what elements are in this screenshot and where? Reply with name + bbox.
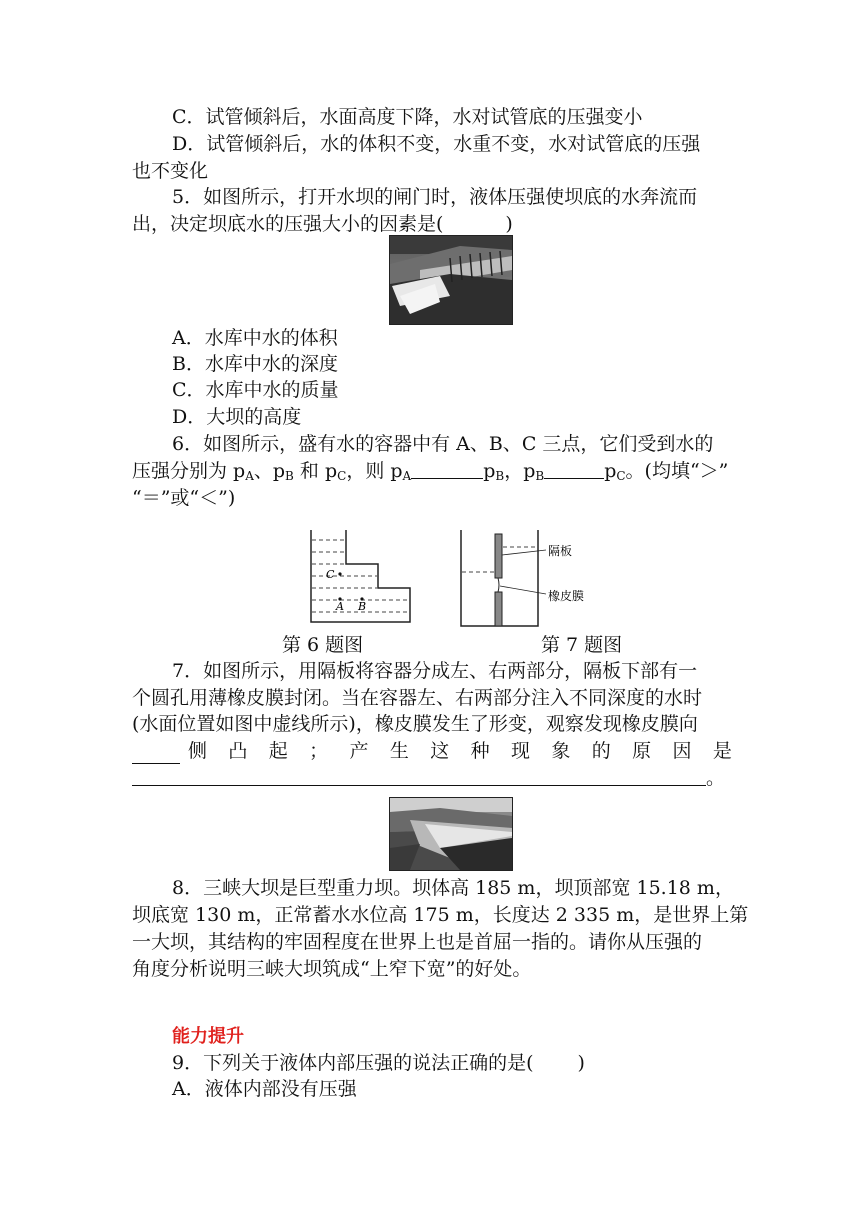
q5-option-b: B．水库中水的深度 <box>172 353 338 375</box>
q5-option-c: C．水库中水的质量 <box>172 379 339 401</box>
q7-stem-line1: 7．如图所示，用隔板将容器分成左、右两部分，隔板下部有一 <box>172 660 698 682</box>
three-gorges-dam-photo <box>389 797 513 871</box>
fig7-caption: 第 7 题图 <box>541 634 623 656</box>
q6-container-figure <box>306 528 416 626</box>
q6-blank-1[interactable] <box>411 458 483 479</box>
q8-stem-line1: 8．三峡大坝是巨型重力坝。坝体高 185 m，坝顶部宽 15.18 m， <box>172 877 734 899</box>
q9-option-a: A．液体内部没有压强 <box>172 1078 357 1100</box>
q5-option-a: A．水库中水的体积 <box>172 327 338 349</box>
q4-option-c: C．试管倾斜后，水面高度下降，水对试管底的压强变小 <box>172 106 643 128</box>
q5-stem-line1: 5．如图所示，打开水坝的闸门时，液体压强使坝底的水奔流而 <box>172 186 698 208</box>
q8-stem-line2: 坝底宽 130 m，正常蓄水水位高 175 m，长度达 2 335 m，是世界上第 <box>132 904 749 926</box>
membrane <box>498 578 499 592</box>
q7-stem-line3: (水面位置如图中虚线所示)，橡皮膜发生了形变，观察发现橡皮膜向 <box>132 713 698 735</box>
q5-option-d: D．大坝的高度 <box>172 406 302 428</box>
point-b-label: B <box>358 600 367 613</box>
partition-label: 隔板 <box>548 544 573 558</box>
q7-stem-line4: 侧 凸 起 ； 产 生 这 种 现 象 的 原 因 是 <box>132 738 732 764</box>
point-c-dot <box>338 572 341 575</box>
q7-stem-line2: 个圆孔用薄橡皮膜封闭。当在容器左、右两部分注入不同深度的水时 <box>132 687 703 709</box>
q6-stem-line1: 6．如图所示，盛有水的容器中有 A、B、C 三点，它们受到水的 <box>172 433 714 455</box>
q4-option-d-line2: 也不变化 <box>132 160 209 182</box>
point-c-label: C <box>326 568 335 581</box>
point-a-label: A <box>336 600 344 613</box>
section-heading: 能力提升 <box>172 1026 244 1047</box>
q6-blank-2[interactable] <box>544 458 604 479</box>
q6-stem-line2: 压强分别为 $p_A$、$p_B$ 和 $p_C$，则 $p_A$ $p_B$，$p_B$ $p_C$。(均填“＞” <box>132 460 729 483</box>
q7-blank-side[interactable] <box>132 743 180 764</box>
q4-option-d-line1: D．试管倾斜后，水的体积不变，水重不变，水对试管底的压强 <box>172 133 701 155</box>
q5-stem-line2: 出，决定坝底水的压强大小的因素是( ) <box>132 213 513 235</box>
partition-lower <box>495 592 502 626</box>
q7-stem-line5: 。 <box>132 765 732 791</box>
fig6-caption: 第 6 题图 <box>282 634 364 656</box>
partition-upper <box>495 534 502 578</box>
membrane-label: 橡皮膜 <box>548 589 585 603</box>
q8-stem-line3: 一大坝，其结构的牢固程度在世界上也是首屈一指的。请你从压强的 <box>132 931 703 953</box>
q6-stem-line3: “＝”或“＜”) <box>132 487 236 509</box>
dam-gate-photo <box>389 235 513 325</box>
q7-blank-reason[interactable] <box>132 765 706 786</box>
q9-stem: 9．下列关于液体内部压强的说法正确的是( ) <box>172 1052 585 1074</box>
q8-stem-line4: 角度分析说明三峡大坝筑成“上窄下宽”的好处。 <box>132 958 532 980</box>
q7-container-figure <box>458 530 608 628</box>
